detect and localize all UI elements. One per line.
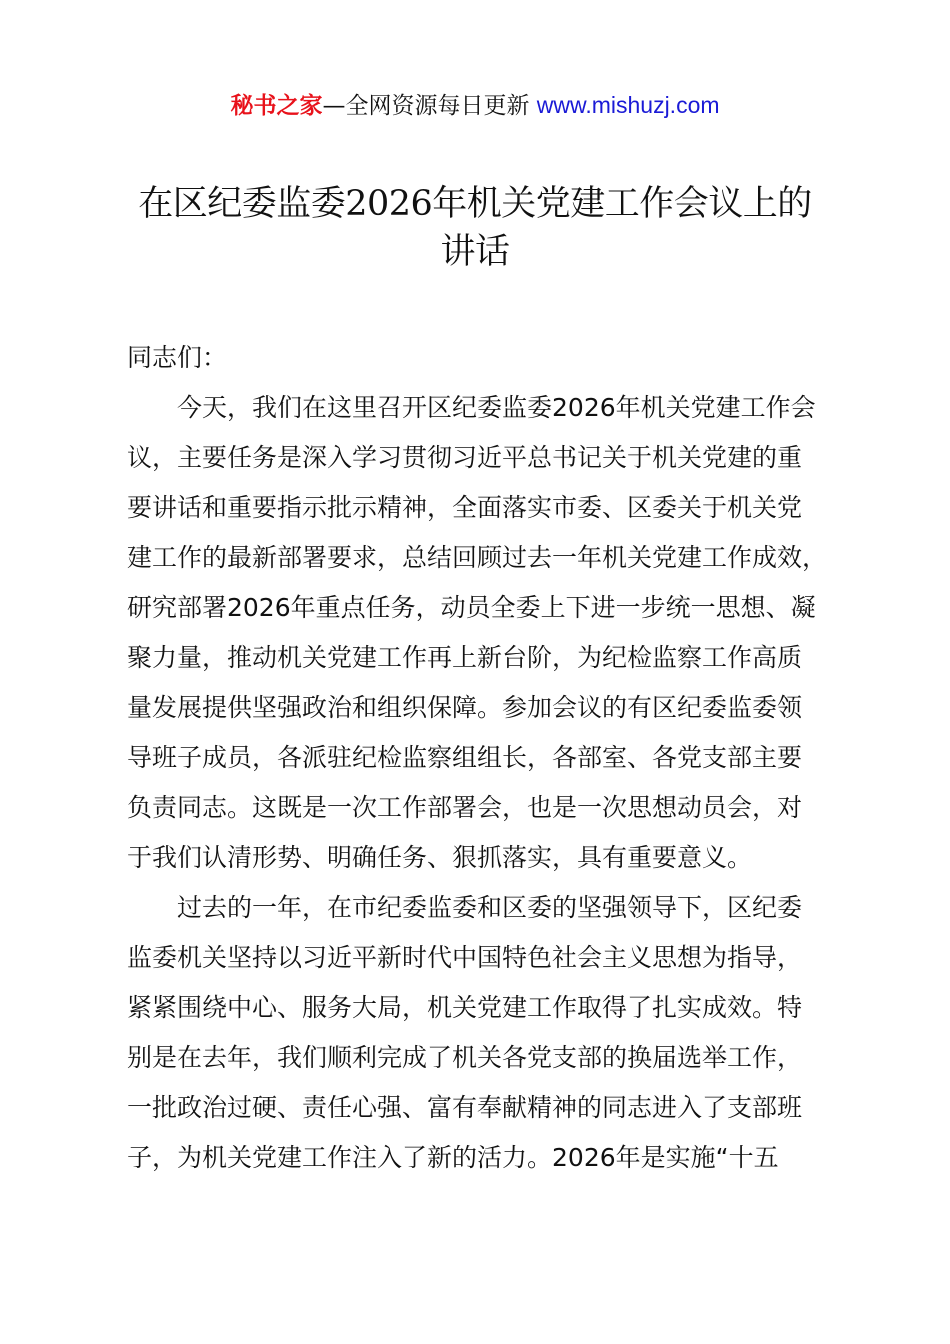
paragraph-line: 紧紧围绕中心、服务大局，机关党建工作取得了扎实成效。特 [127, 993, 803, 1022]
paragraph-line: 别是在去年，我们顺利完成了机关各党支部的换届选举工作， [127, 1043, 803, 1072]
paragraph-line: 要讲话和重要指示批示精神，全面落实市委、区委关于机关党 [127, 493, 803, 522]
paragraph-line: 导班子成员，各派驻纪检监察组组长，各部室、各党支部主要 [127, 743, 803, 772]
paragraph-line: 聚力量，推动机关党建工作再上新台阶，为纪检监察工作高质 [127, 643, 803, 672]
paragraph-line: 研究部署2026年重点任务，动员全委上下进一步统一思想、凝 [127, 593, 816, 622]
salutation: 同志们： [127, 343, 228, 372]
paragraph-line: 建工作的最新部署要求，总结回顾过去一年机关党建工作成效， [127, 543, 828, 572]
title-line: 在区纪委监委2026年机关党建工作会议上的 [138, 184, 812, 224]
site-header [0, 88, 950, 123]
paragraph-line: 今天，我们在这里召开区纪委监委2026年机关党建工作会 [177, 393, 816, 422]
paragraph-line: 负责同志。这既是一次工作部署会，也是一次思想动员会，对 [127, 793, 803, 822]
site-tagline: —全网资源每日更新 [322, 93, 537, 119]
document-body [127, 333, 847, 1183]
site-url-link[interactable]: www.mishuzj.com [536, 92, 720, 118]
document-title [100, 180, 850, 276]
paragraph-line: 议，主要任务是深入学习贯彻习近平总书记关于机关党建的重 [127, 443, 803, 472]
paragraph-line: 监委机关坚持以习近平新时代中国特色社会主义思想为指导， [127, 943, 803, 972]
title-line: 讲话 [440, 232, 510, 272]
paragraph-line: 量发展提供坚强政治和组织保障。参加会议的有区纪委监委领 [127, 693, 803, 722]
paragraph-line: 一批政治过硬、责任心强、富有奉献精神的同志进入了支部班 [127, 1093, 803, 1122]
site-brand: 秘书之家 [230, 93, 323, 119]
paragraph-line: 于我们认清形势、明确任务、狠抓落实，具有重要意义。 [127, 843, 753, 872]
paragraph-line: 子，为机关党建工作注入了新的活力。2026年是实施“十五 [127, 1143, 779, 1172]
paragraph-line: 过去的一年，在市纪委监委和区委的坚强领导下，区纪委 [177, 893, 803, 922]
